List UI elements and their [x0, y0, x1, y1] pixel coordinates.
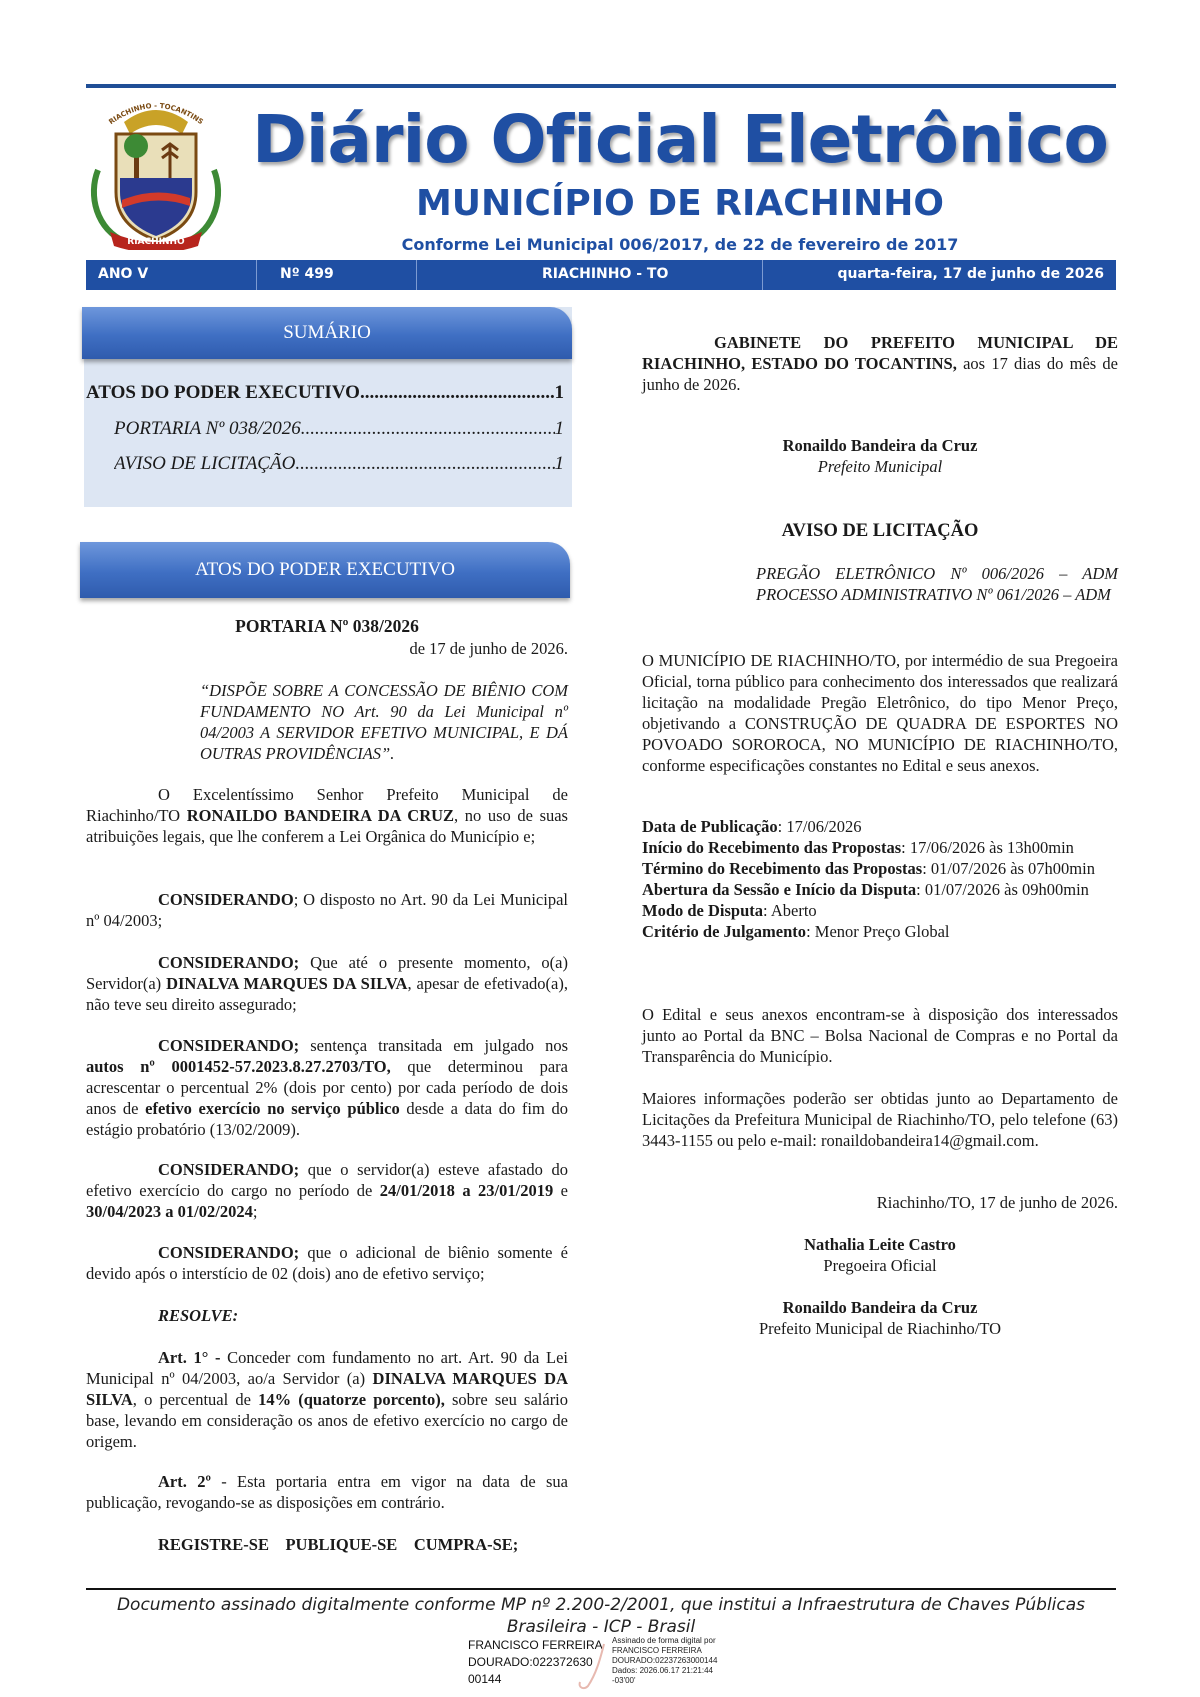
signature-meta-line: Dados: 2026.06.17 21:21:44: [612, 1666, 713, 1675]
header-top-rule: [86, 84, 1116, 88]
article-1: Art. 1° - Conceder com fundamento no art. Art. 90 da Lei Municipal nº 04/2003, ao/a Servidor (a) DINALVA MARQUES DA SILVA, o percentual de 14% (quatorze porcento), sobre seu salário base, levando em consideração os anos de efetivo exercício no cargo de origem.: [86, 1348, 569, 1451]
signature-meta-line: -03'00': [612, 1676, 636, 1685]
prefeito-role: Prefeito Municipal de Riachinho/TO: [758, 1319, 1002, 1338]
digital-signature-metadata: [612, 1636, 717, 1686]
crest-banner-text: RIACHINHO: [127, 237, 185, 247]
toc-leader-dots: [301, 418, 555, 440]
edition-info-bar: [86, 260, 1116, 290]
signer-line: FRANCISCO FERREIRA: [468, 1638, 603, 1652]
info-bar-divider: [256, 260, 257, 290]
portaria-signer-name: Ronaildo Bandeira da Cruz: [782, 436, 978, 455]
signer-line: DOURADO:022372630: [468, 1655, 593, 1669]
edition-date: quarta-feira, 17 de junho de 2026: [837, 266, 1104, 282]
edition-number: Nº 499: [280, 266, 334, 282]
considerando-2: CONSIDERANDO; Que até o presente momento, o(a) Servidor(a) DINALVA MARQUES DA SILVA, apesar de efetivado(a), não teve seu direito assegurado;: [86, 953, 568, 1014]
newspaper-title: Diário Oficial Eletrônico: [252, 101, 1108, 178]
toc-leader-dots: [360, 382, 555, 404]
closing-formula: REGISTRE-SE PUBLIQUE-SE CUMPRA-SE;: [158, 1535, 519, 1554]
toc-leader-dots: [295, 453, 554, 475]
toc-item-page: 1: [554, 418, 564, 439]
aviso-body: O MUNICÍPIO DE RIACHINHO/TO, por intermédio de sua Pregoeira Oficial, torna público para conhecimento dos interessados que realizará licitação na modalidade Pregão Eletrônico, do tipo Menor Preço, objetivando a CONSTRUÇÃO DE QUADRA DE ESPORTES NO POVOADO SOROROCA, NO MUNICÍPIO DE RIACHINHO/TO, conforme especificações constantes no Edital e seus anexos.: [642, 651, 1118, 775]
considerando-3: CONSIDERANDO; sentença transitada em julgado nos autos nº 0001452-57.2023.8.27.2703/TO, que determinou para acrescentar o percentual 2% (dois por cento) por cada período de dois anos de efetivo exercício no serviço público desde a data do fim do estágio probatório (13/02/2009).: [86, 1036, 568, 1139]
crest-top-text: RIACHINHO - TOCANTINS: [107, 101, 205, 127]
aviso-reference: PREGÃO ELETRÔNICO Nº 006/2026 – ADM PROCESSO ADMINISTRATIVO Nº 061/2026 – ADM: [756, 564, 1118, 604]
portaria-date: de 17 de junho de 2026.: [409, 639, 568, 658]
aviso-edital: O Edital e seus anexos encontram-se à disposição dos interessados junto ao Portal da BNC – Bolsa Nacional de Compras e no Portal da Transparência do Município.: [642, 1005, 1118, 1066]
aviso-contact-info: Maiores informações poderão ser obtidas junto ao Departamento de Licitações da Prefeitura Municipal de Riachinho/TO, pelo telefone (63) 3443-1155 ou pelo e-mail: ronaildobandeira14@gmail.com.: [642, 1089, 1118, 1150]
considerando-1: CONSIDERANDO; O disposto no Art. 90 da Lei Municipal nº 04/2003;: [86, 890, 568, 930]
prefeito-name: Ronaildo Bandeira da Cruz: [782, 1298, 978, 1317]
municipal-crest-logo: [80, 100, 232, 250]
aviso-detail-row: Início do Recebimento das Propostas: 17/06/2026 às 13h00min: [642, 838, 1074, 857]
signature-meta-line: FRANCISCO FERREIRA: [612, 1646, 702, 1655]
considerando-5: CONSIDERANDO; que o adicional de biênio somente é devido após o interstício de 02 (dois) ano de efetivo serviço;: [86, 1243, 568, 1283]
toc-item-page: 1: [554, 453, 564, 474]
pregoeira-name: Nathalia Leite Castro: [804, 1235, 956, 1254]
aviso-detail-row: Data de Publicação: 17/06/2026: [642, 817, 862, 836]
toc-item-label: ATOS DO PODER EXECUTIVO: [86, 382, 360, 403]
aviso-detail-row: Critério de Julgamento: Menor Preço Global: [642, 922, 950, 941]
aviso-detail-row: Abertura da Sessão e Início da Disputa: 01/07/2026 às 09h00min: [642, 880, 1089, 899]
toc-item-label: AVISO DE LICITAÇÃO: [114, 453, 296, 474]
aviso-place-date: Riachinho/TO, 17 de junho de 2026.: [876, 1193, 1118, 1212]
resolve-heading: RESOLVE:: [158, 1306, 239, 1325]
portaria-title: PORTARIA Nº 038/2026: [235, 616, 419, 636]
gabinete-statement: GABINETE DO PREFEITO MUNICIPAL DE RIACHINHO, ESTADO DO TOCANTINS, aos 17 dias do mês de junho de 2026.: [642, 333, 1118, 394]
toc-item-atos[interactable]: [86, 382, 564, 404]
portaria-intro: O Excelentíssimo Senhor Prefeito Municipal de Riachinho/TO RONAILDO BANDEIRA DA CRUZ, no uso de suas atribuições legais, que lhe conferem a Lei Orgânica do Município e;: [86, 785, 568, 846]
pregoeira-role: Pregoeira Oficial: [823, 1256, 937, 1275]
info-bar-divider: [762, 260, 763, 290]
municipality-title: MUNICÍPIO DE RIACHINHO: [415, 183, 945, 224]
aviso-details: [642, 816, 1118, 942]
info-bar-divider: [416, 260, 417, 290]
signature-mark-icon: [574, 1640, 614, 1692]
law-reference: Conforme Lei Municipal 006/2017, de 22 de fevereiro de 2017: [401, 235, 959, 254]
section-header-atos: ATOS DO PODER EXECUTIVO: [80, 542, 570, 598]
aviso-detail-row: Modo de Disputa: Aberto: [642, 901, 817, 920]
signer-line: 00144: [468, 1672, 502, 1686]
edition-place: RIACHINHO - TO: [542, 266, 669, 282]
portaria-ementa: “DISPÕE SOBRE A CONCESSÃO DE BIÊNIO COM FUNDAMENTO NO Art. 90 da Lei Municipal nº 04/2003 A SERVIDOR EFETIVO MUNICIPAL, E DÁ OUTRAS PROVIDÊNCIAS”.: [200, 681, 568, 763]
toc-item-label: PORTARIA Nº 038/2026: [114, 418, 301, 439]
signature-meta-line: Assinado de forma digital por: [612, 1636, 716, 1645]
footer-rule: [86, 1588, 1116, 1590]
portaria-signer-role: Prefeito Municipal: [817, 457, 943, 476]
signature-meta-line: DOURADO:02237263000144: [612, 1656, 718, 1665]
edition-year: ANO V: [98, 266, 149, 282]
considerando-4: CONSIDERANDO; que o servidor(a) esteve afastado do efetivo exercício do cargo no período de 24/01/2018 a 23/01/2019 e 30/04/2023 a 01/02/2024;: [86, 1160, 568, 1221]
article-2: Art. 2º - Esta portaria entra em vigor na data de sua publicação, revogando-se as disposições em contrário.: [86, 1472, 568, 1512]
toc-item-page: 1: [554, 382, 564, 403]
toc-item-aviso[interactable]: [114, 453, 564, 475]
summary-header: SUMÁRIO: [82, 307, 572, 359]
aviso-title: AVISO DE LICITAÇÃO: [781, 521, 979, 541]
aviso-detail-row: Término do Recebimento das Propostas: 01/07/2026 às 07h00min: [642, 859, 1095, 878]
digital-signature-notice: Documento assinado digitalmente conforme MP nº 2.200-2/2001, que institui a Infraestrutura de Chaves Públicas Brasileira - ICP - Brasil: [116, 1595, 1086, 1637]
toc-item-portaria[interactable]: [114, 418, 564, 440]
